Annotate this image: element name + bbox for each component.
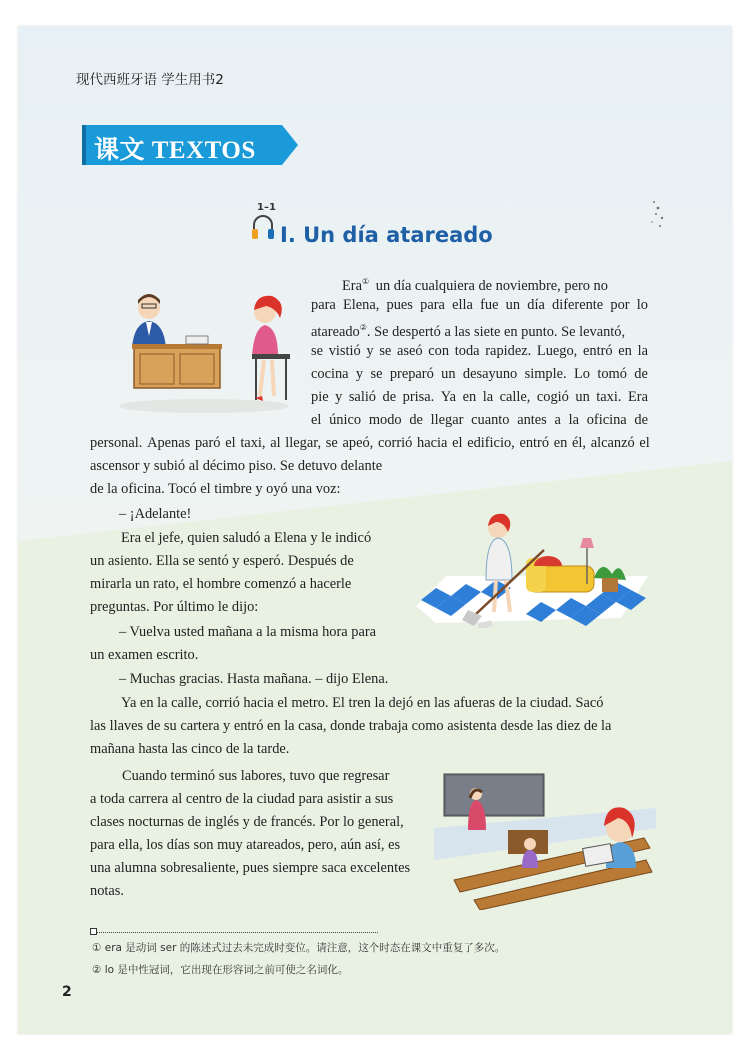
- text-line: mirarla un rato, el hombre comenzó a hacerle: [90, 576, 352, 592]
- text-line: pie y salió de prisa. Ya en la calle, cogió un taxi. Era: [311, 389, 648, 405]
- lesson-title: I. Un día atareado: [280, 223, 493, 247]
- footnote-marker-box: [90, 928, 97, 935]
- headphones-icon: [250, 212, 276, 242]
- text-line: a toda carrera al centro de la ciudad para asistir a sus: [90, 791, 394, 807]
- text-line: de la oficina. Tocó el timbre y oyó una voz:: [90, 481, 341, 497]
- text-line: Ya en la calle, corrió hacia el metro. El tren la dejó en las afueras de la ciudad. Sacó: [121, 695, 604, 711]
- text-line: clases nocturnas de inglés y de francés. Por lo general,: [90, 814, 404, 830]
- text-line: Cuando terminó sus labores, tuvo que regresar: [122, 768, 390, 784]
- text-line: Era el jefe, quien saludó a Elena y le indicó: [121, 530, 372, 546]
- footnote-divider: [91, 932, 378, 933]
- text-line: mañana hasta las cinco de la tarde.: [90, 741, 290, 757]
- office-interview-illustration: [114, 288, 294, 414]
- text-line: un asiento. Ella se sentó y esperó. Después de: [90, 553, 354, 569]
- footnote-marker: ②: [359, 323, 367, 332]
- text-line: personal. Apenas paró el taxi, al llegar, se apeó, corrió hacia el edificio, entró en él, alcanzó el: [90, 435, 650, 451]
- text-line: preguntas. Por último le dijo:: [90, 599, 259, 615]
- footnote-2: ② lo 是中性冠词，它出现在形容词之前可使之名词化。: [92, 964, 349, 976]
- text-line: notas.: [90, 883, 124, 899]
- text-line: el único modo de llegar cuanto antes a la oficina de: [311, 412, 648, 428]
- text-line: se vistió y se aseó con toda rapidez. Luego, entró en la: [311, 343, 648, 359]
- text-line: Era① un día cualquiera de noviembre, pero no: [342, 277, 608, 294]
- footnote-marker: ①: [361, 277, 370, 286]
- text-line: para ella, los días son muy atareados, pero, aún así, es: [90, 837, 401, 853]
- section-banner-label: 课文 TEXTOS: [94, 137, 256, 164]
- text-line: cocina y se preparó un desayuno simple. Lo tomó de: [311, 366, 648, 382]
- cleaning-illustration: [416, 488, 648, 628]
- ink-speck: [646, 196, 668, 232]
- text-line: – Vuelva usted mañana a la misma hora para: [119, 624, 377, 640]
- book-page: [18, 26, 732, 1034]
- text-line: una alumna sobresaliente, pues siempre saca excelentes: [90, 860, 411, 876]
- text-line: para Elena, pues para ella fue un día diferente por lo: [311, 297, 648, 313]
- audio-track-number: 1–1: [257, 202, 276, 213]
- text-line: – ¡Adelante!: [119, 506, 192, 522]
- text-line: atareado②. Se despertó a las siete en punto. Se levantó,: [311, 323, 626, 340]
- classroom-illustration: [434, 768, 656, 910]
- text-line: – Muchas gracias. Hasta mañana. – dijo Elena.: [119, 671, 389, 687]
- text-line: ascensor y subió al décimo piso. Se detuvo delante: [90, 458, 383, 474]
- text-line: las llaves de su cartera y entró en la casa, donde trabaja como asistenta desde las diez de la: [90, 718, 612, 734]
- footnote-1: ① era 是动词 ser 的陈述式过去未完成时变位。请注意，这个时态在课文中重复了多次。: [92, 942, 506, 954]
- text-line: un examen escrito.: [90, 647, 199, 663]
- page-number: 2: [62, 984, 72, 1000]
- book-title-header: 现代西班牙语 学生用书2: [76, 72, 224, 88]
